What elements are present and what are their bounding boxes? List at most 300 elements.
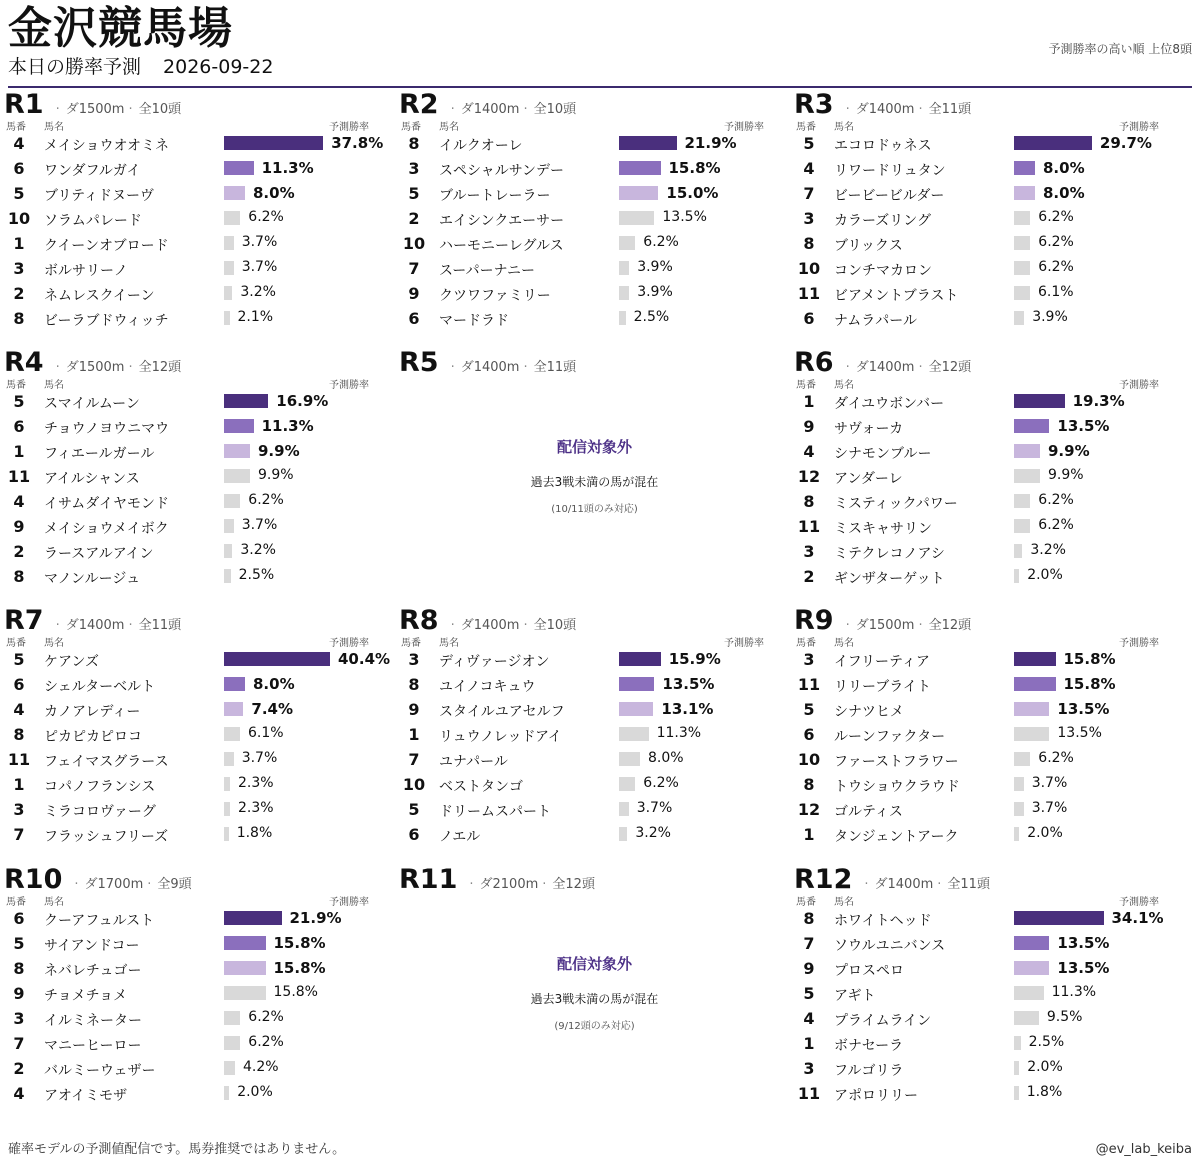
race-meta	[447, 102, 577, 117]
horse-name: ミラコロヴァーグ	[44, 804, 156, 820]
horse-name: サイアンドコー	[44, 938, 140, 954]
runner-row	[2, 1082, 397, 1107]
probability-label: 8.0%	[253, 184, 295, 202]
horse-name: クーアフュルスト	[44, 913, 155, 929]
horse-name: フルゴリラ	[834, 1063, 904, 1079]
probability-bar	[1014, 469, 1040, 483]
runner-row	[2, 1007, 397, 1032]
probability-label: 9.9%	[258, 442, 300, 460]
excluded-support-count: (9/12頭のみ対応)	[554, 1021, 635, 1032]
probability-bar	[1014, 961, 1049, 975]
probability-bar	[224, 961, 266, 975]
probability-bar	[1014, 161, 1035, 175]
horse-number: 11	[797, 675, 821, 694]
horse-number: 12	[797, 467, 821, 486]
column-header-name: 馬名	[44, 897, 64, 908]
column-header-prob: 予測勝率	[1119, 380, 1159, 391]
runner-row	[792, 307, 1187, 332]
race-header	[4, 88, 181, 127]
probability-bar	[1014, 569, 1019, 583]
race-panel-r11	[397, 863, 792, 1121]
horse-name: ユイノコキュウ	[439, 679, 536, 695]
column-header-num: 馬番	[796, 638, 816, 649]
race-number: R6	[794, 347, 834, 378]
runner-row	[2, 823, 397, 848]
race-course: ダ2100m	[479, 877, 539, 892]
horse-name: シナモンブルー	[834, 446, 932, 462]
race-course: ダ1400m	[460, 618, 520, 633]
runner-row	[792, 982, 1187, 1007]
race-field-size: 全9頭	[157, 877, 192, 892]
runner-row	[397, 773, 792, 798]
horse-name: イルクオーレ	[439, 138, 523, 154]
horse-number: 1	[408, 725, 420, 744]
horse-number: 3	[803, 1059, 815, 1078]
horse-number: 5	[803, 134, 815, 153]
probability-bar	[1014, 936, 1049, 950]
probability-bar	[1014, 211, 1030, 225]
race-course: ダ1400m	[65, 618, 125, 633]
horse-number: 6	[408, 309, 420, 328]
excluded-reason: 過去3戦未満の馬が混在	[530, 475, 659, 489]
separator: ·	[147, 877, 152, 892]
horse-name: ミスキャサリン	[834, 521, 932, 537]
horse-name: カノアレディー	[44, 704, 141, 720]
probability-label: 13.5%	[1057, 934, 1110, 952]
probability-bar	[1014, 727, 1049, 741]
probability-label: 3.7%	[241, 259, 278, 275]
runner-row	[397, 257, 792, 282]
horse-name: イサムダイヤモンド	[44, 496, 170, 512]
probability-label: 15.9%	[668, 650, 721, 668]
horse-number: 9	[408, 284, 420, 303]
separator: ·	[128, 102, 133, 117]
runner-row	[792, 390, 1187, 415]
horse-number: 1	[13, 234, 25, 253]
probability-label: 19.3%	[1072, 392, 1125, 410]
separator: ·	[128, 360, 133, 375]
probability-bar	[224, 727, 240, 741]
horse-name: アギト	[834, 988, 876, 1004]
runner-row	[792, 282, 1187, 307]
runner-row	[2, 465, 397, 490]
column-header-name: 馬名	[834, 122, 854, 133]
probability-bar	[224, 261, 234, 275]
probability-label: 8.0%	[1043, 184, 1085, 202]
probability-label: 21.9%	[684, 134, 737, 152]
runner-row	[397, 748, 792, 773]
probability-label: 11.3%	[261, 159, 314, 177]
probability-label: 6.2%	[248, 1034, 284, 1050]
probability-label: 3.7%	[1031, 800, 1068, 816]
probability-label: 8.0%	[648, 750, 684, 766]
horse-number: 3	[13, 800, 25, 819]
column-header-prob: 予測勝率	[329, 897, 369, 908]
probability-bar	[224, 494, 240, 508]
runner-row	[2, 698, 397, 723]
probability-label: 6.2%	[1038, 517, 1074, 533]
separator: ·	[845, 618, 850, 633]
probability-label: 2.0%	[1027, 567, 1063, 583]
probability-label: 2.5%	[238, 567, 275, 583]
race-header	[794, 863, 990, 902]
runner-row	[792, 957, 1187, 982]
probability-label: 6.2%	[643, 775, 679, 791]
horse-number: 8	[803, 234, 815, 253]
excluded-title: 配信対象外	[556, 438, 632, 456]
horse-name: シナツヒメ	[834, 704, 904, 720]
probability-label: 15.8%	[273, 959, 326, 977]
race-panel-r4	[2, 346, 397, 604]
probability-label: 15.8%	[273, 934, 326, 952]
runner-row	[792, 207, 1187, 232]
horse-name: ベストタンゴ	[439, 779, 523, 795]
horse-number: 8	[408, 675, 420, 694]
runner-row	[792, 932, 1187, 957]
horse-number: 3	[13, 1009, 25, 1028]
horse-number: 10	[797, 750, 821, 769]
horse-number: 9	[13, 517, 25, 536]
runner-row	[2, 932, 397, 957]
race-course: ダ1500m	[855, 618, 915, 633]
runner-row	[792, 1007, 1187, 1032]
probability-label: 6.2%	[248, 1009, 284, 1025]
runner-row	[792, 132, 1187, 157]
horse-number: 3	[408, 159, 420, 178]
probability-label: 3.7%	[241, 517, 278, 533]
runner-row	[792, 540, 1187, 565]
probability-bar	[1014, 1086, 1019, 1100]
horse-name: イフリーティア	[834, 654, 930, 670]
horse-number: 4	[13, 134, 25, 153]
probability-label: 3.7%	[1031, 775, 1068, 791]
runner-row	[792, 232, 1187, 257]
runner-row	[792, 515, 1187, 540]
probability-bar	[224, 777, 230, 791]
probability-label: 6.2%	[1038, 492, 1074, 508]
runner-row	[792, 798, 1187, 823]
column-header-name: 馬名	[834, 638, 854, 649]
probability-bar	[1014, 827, 1019, 841]
runner-row	[792, 773, 1187, 798]
horse-number: 8	[13, 309, 25, 328]
separator: ·	[469, 877, 474, 892]
horse-name: プロスペロ	[834, 963, 904, 979]
horse-name: エコロドゥネス	[834, 138, 932, 154]
horse-name: ルーンファクター	[834, 729, 946, 745]
horse-name: アンダーレ	[834, 471, 903, 487]
probability-label: 2.5%	[633, 309, 670, 325]
runner-row	[792, 465, 1187, 490]
horse-name: アポロリリー	[834, 1088, 918, 1104]
horse-number: 10	[7, 209, 31, 228]
runner-row	[792, 648, 1187, 673]
separator: ·	[937, 877, 942, 892]
runner-row	[2, 415, 397, 440]
probability-bar	[224, 286, 232, 300]
probability-bar	[619, 211, 654, 225]
page-title: 金沢競馬場	[8, 3, 233, 54]
horse-name: スマイルムーン	[44, 396, 140, 412]
runner-row	[792, 748, 1187, 773]
probability-label: 1.8%	[1026, 1084, 1063, 1100]
runner-row	[2, 182, 397, 207]
horse-name: ラースアルアイン	[44, 546, 154, 562]
race-course: ダ1400m	[874, 877, 934, 892]
runner-row	[397, 307, 792, 332]
horse-name: ブルートレーラー	[439, 188, 551, 204]
probability-label: 37.8%	[331, 134, 384, 152]
runner-row	[2, 673, 397, 698]
horse-name: シェルターベルト	[44, 679, 156, 695]
probability-label: 8.0%	[1043, 159, 1085, 177]
horse-name: ユナパール	[439, 754, 508, 770]
probability-label: 13.5%	[662, 675, 715, 693]
horse-number: 7	[13, 825, 25, 844]
excluded-support-count: (10/11頭のみ対応)	[551, 504, 638, 515]
horse-name: ギンザターゲット	[834, 571, 945, 587]
race-meta	[447, 618, 577, 633]
column-header-num: 馬番	[6, 380, 26, 391]
horse-number: 4	[13, 1084, 25, 1103]
horse-name: ナムラパール	[834, 313, 918, 329]
horse-number: 6	[13, 159, 25, 178]
horse-number: 9	[408, 700, 420, 719]
probability-label: 3.2%	[1030, 542, 1066, 558]
probability-bar	[1014, 1036, 1021, 1050]
probability-label: 2.1%	[237, 309, 274, 325]
horse-number: 5	[13, 650, 25, 669]
probability-label: 40.4%	[338, 650, 391, 668]
probability-bar	[224, 752, 234, 766]
probability-label: 2.0%	[237, 1084, 273, 1100]
probability-bar	[1014, 261, 1030, 275]
probability-label: 9.5%	[1046, 1009, 1083, 1025]
runner-row	[792, 907, 1187, 932]
probability-label: 3.9%	[1032, 309, 1068, 325]
horse-number: 11	[797, 1084, 821, 1103]
separator: ·	[918, 618, 923, 633]
probability-bar	[1014, 136, 1092, 150]
race-number: R10	[4, 864, 63, 895]
column-header-num: 馬番	[796, 122, 816, 133]
probability-label: 6.2%	[248, 492, 284, 508]
race-course: ダ1400m	[460, 360, 520, 375]
horse-number: 6	[803, 725, 815, 744]
horse-number: 4	[13, 700, 25, 719]
horse-name: メイショウメイボク	[44, 521, 169, 537]
horse-name: フェイマスグラース	[44, 754, 169, 770]
horse-number: 1	[13, 775, 25, 794]
horse-number: 7	[408, 259, 420, 278]
race-number: R2	[399, 89, 439, 120]
runner-row	[2, 957, 397, 982]
horse-number: 12	[797, 800, 821, 819]
probability-bar	[1014, 394, 1065, 408]
race-field-size: 全11頭	[928, 102, 972, 117]
probability-label: 6.2%	[643, 234, 679, 250]
horse-name: ビーラブドウィッチ	[44, 313, 169, 329]
race-meta	[70, 877, 191, 892]
runner-row	[2, 565, 397, 590]
horse-number: 1	[803, 392, 815, 411]
runner-row	[2, 1057, 397, 1082]
horse-name: フラッシュフリーズ	[44, 829, 169, 845]
race-number: R11	[399, 864, 458, 895]
excluded-notice	[397, 953, 792, 1032]
probability-bar	[1014, 652, 1056, 666]
runner-row	[792, 490, 1187, 515]
horse-number: 9	[13, 984, 25, 1003]
runner-row	[792, 673, 1187, 698]
horse-name: ドリームスパート	[439, 804, 551, 820]
horse-name: ディヴァージオン	[439, 654, 550, 670]
horse-number: 5	[803, 984, 815, 1003]
horse-number: 10	[402, 775, 426, 794]
horse-number: 7	[803, 934, 815, 953]
probability-label: 2.0%	[1027, 825, 1063, 841]
probability-bar	[619, 727, 649, 741]
race-panel-r1	[2, 88, 397, 346]
probability-bar	[1014, 677, 1056, 691]
horse-number: 1	[803, 825, 815, 844]
runner-row	[792, 1057, 1187, 1082]
probability-label: 15.8%	[668, 159, 721, 177]
probability-bar	[224, 544, 232, 558]
excluded-title: 配信対象外	[556, 955, 632, 973]
probability-bar	[224, 519, 234, 533]
column-header-prob: 予測勝率	[724, 638, 764, 649]
probability-bar	[1014, 286, 1030, 300]
column-header-num: 馬番	[796, 897, 816, 908]
horse-name: ノエル	[439, 829, 481, 845]
probability-bar	[1014, 1061, 1019, 1075]
horse-number: 8	[408, 134, 420, 153]
runner-row	[792, 257, 1187, 282]
runner-row	[2, 257, 397, 282]
runner-row	[2, 390, 397, 415]
race-number: R9	[794, 605, 834, 636]
horse-number: 2	[13, 284, 25, 303]
horse-name: タンジェントアーク	[834, 829, 959, 845]
probability-bar	[619, 802, 629, 816]
probability-label: 15.8%	[1063, 675, 1116, 693]
horse-number: 9	[803, 417, 815, 436]
runner-row	[792, 440, 1187, 465]
horse-number: 3	[803, 209, 815, 228]
race-field-size: 全10頭	[533, 102, 577, 117]
horse-name: マニーヒーロー	[44, 1038, 142, 1054]
race-header	[794, 88, 971, 127]
separator: ·	[128, 618, 133, 633]
runner-row	[2, 798, 397, 823]
horse-name: ソウルユニバンス	[834, 938, 946, 954]
probability-bar	[1014, 186, 1035, 200]
horse-number: 8	[13, 567, 25, 586]
race-field-size: 全12頭	[138, 360, 182, 375]
column-header-prob: 予測勝率	[724, 122, 764, 133]
column-header-name: 馬名	[439, 638, 459, 649]
race-header	[4, 346, 181, 385]
probability-label: 3.7%	[241, 234, 278, 250]
horse-number: 8	[803, 775, 815, 794]
horse-number: 2	[803, 567, 815, 586]
horse-name: クイーンオブロード	[44, 238, 169, 254]
column-header-name: 馬名	[834, 897, 854, 908]
probability-label: 16.9%	[276, 392, 329, 410]
probability-bar	[224, 136, 323, 150]
horse-number: 8	[803, 492, 815, 511]
probability-label: 11.3%	[1051, 984, 1097, 1000]
horse-name: スーパーナニー	[439, 263, 536, 279]
horse-number: 3	[408, 650, 420, 669]
race-field-size: 全10頭	[138, 102, 182, 117]
column-header-name: 馬名	[44, 380, 64, 391]
race-course: ダ1700m	[84, 877, 144, 892]
horse-number: 5	[408, 184, 420, 203]
horse-name: マノンルージュ	[44, 571, 141, 587]
column-header-num: 馬番	[796, 380, 816, 391]
probability-label: 13.5%	[1057, 959, 1110, 977]
race-course: ダ1500m	[65, 102, 125, 117]
race-header	[399, 346, 576, 385]
horse-number: 3	[803, 542, 815, 561]
race-header	[399, 863, 595, 902]
separator: ·	[864, 877, 869, 892]
separator: ·	[450, 102, 455, 117]
separator: ·	[450, 618, 455, 633]
horse-number: 4	[803, 1009, 815, 1028]
probability-label: 6.2%	[1038, 750, 1074, 766]
probability-label: 6.1%	[248, 725, 284, 741]
race-panel-r9	[792, 604, 1187, 862]
probability-bar	[619, 236, 635, 250]
horse-name: ケアンズ	[44, 654, 100, 670]
probability-label: 9.9%	[1048, 467, 1084, 483]
probability-bar	[224, 419, 254, 433]
race-header	[399, 88, 576, 127]
probability-bar	[1014, 444, 1040, 458]
horse-name: リュウノレッドアイ	[439, 729, 562, 745]
race-panel-r6	[792, 346, 1187, 604]
race-header	[794, 346, 971, 385]
separator: ·	[918, 102, 923, 117]
probability-bar	[619, 677, 654, 691]
horse-name: ネバレチュゴー	[44, 963, 142, 979]
race-number: R5	[399, 347, 439, 378]
probability-label: 6.2%	[248, 209, 284, 225]
probability-label: 34.1%	[1111, 909, 1164, 927]
probability-bar	[1014, 752, 1030, 766]
horse-number: 8	[803, 909, 815, 928]
horse-number: 8	[13, 725, 25, 744]
race-number: R3	[794, 89, 834, 120]
separator: ·	[845, 102, 850, 117]
horse-name: フィエールガール	[44, 446, 155, 462]
horse-number: 11	[7, 750, 31, 769]
probability-label: 15.8%	[273, 984, 318, 1000]
horse-number: 6	[13, 909, 25, 928]
race-field-size: 全11頭	[138, 618, 182, 633]
race-header	[4, 863, 192, 902]
horse-name: ホワイトヘッド	[834, 913, 932, 929]
horse-number: 1	[803, 1034, 815, 1053]
runner-row	[2, 132, 397, 157]
probability-label: 6.2%	[1038, 259, 1074, 275]
horse-number: 11	[7, 467, 31, 486]
column-header-num: 馬番	[401, 122, 421, 133]
horse-name: ダイユウボンバー	[834, 396, 945, 412]
